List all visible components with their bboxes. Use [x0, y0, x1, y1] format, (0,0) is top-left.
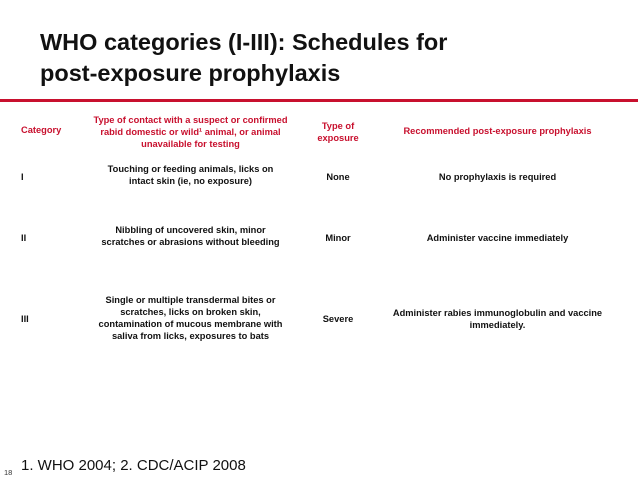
reference-footer: 1. WHO 2004; 2. CDC/ACIP 2008 [21, 457, 246, 474]
row-3-prophylaxis-line: Administer rabies immunoglobulin and vaccine [392, 308, 603, 318]
row-3-prophylaxis-line: immediately. [469, 320, 526, 330]
row-2-contact-line: scratches or abrasions without bleeding [101, 237, 280, 247]
header-exposure-line: exposure [317, 133, 359, 143]
row-1-contact [68, 163, 313, 187]
title-line-1: WHO categories (I-III): Schedules for [40, 29, 448, 55]
row-1-prophylaxis [370, 171, 625, 183]
page-number: 18 [4, 468, 13, 477]
row-3-exposure: Severe [322, 314, 354, 324]
header-contact-line: unavailable for testing [141, 139, 240, 149]
row-3-prophylaxis [370, 307, 625, 331]
header-prophylaxis: Recommended post-exposure prophylaxis [403, 126, 592, 136]
header-contact-type [68, 114, 313, 150]
row-1-contact-line: Touching or feeding animals, licks on [107, 164, 274, 174]
row-3-contact-line: Single or multiple transdermal bites or [105, 295, 276, 305]
row-3-contact-line: contamination of mucous membrane with [98, 319, 283, 329]
header-category: Category [21, 125, 62, 135]
row-1-category: I [21, 172, 24, 182]
row-3-contact [68, 294, 313, 342]
title-line-2: post-exposure prophylaxis [40, 60, 341, 86]
slide-title [40, 27, 620, 89]
header-contact-line: Type of contact with a suspect or confirmed [93, 115, 288, 125]
row-3-contact-line: saliva from licks, exposures to bats [111, 331, 270, 341]
row-2-contact-line: Nibbling of uncovered skin, minor [115, 225, 266, 235]
row-2-prophylaxis-line: Administer vaccine immediately [426, 233, 569, 243]
row-2-exposure: Minor [325, 233, 351, 243]
row-3-contact-line: scratches, licks on broken skin, [120, 307, 261, 317]
row-1-prophylaxis-line: No prophylaxis is required [438, 172, 557, 182]
header-exposure-type [305, 120, 371, 144]
row-2-contact [68, 224, 313, 248]
title-divider [0, 99, 638, 102]
row-1-exposure: None [326, 172, 350, 182]
row-2-prophylaxis [370, 232, 625, 244]
header-exposure-line: Type of [321, 121, 355, 131]
row-2-category: II [21, 233, 27, 243]
row-3-category: III [21, 314, 29, 324]
header-contact-line: rabid domestic or wild¹ animal, or animal [100, 127, 281, 137]
row-1-contact-line: intact skin (ie, no exposure) [129, 176, 252, 186]
